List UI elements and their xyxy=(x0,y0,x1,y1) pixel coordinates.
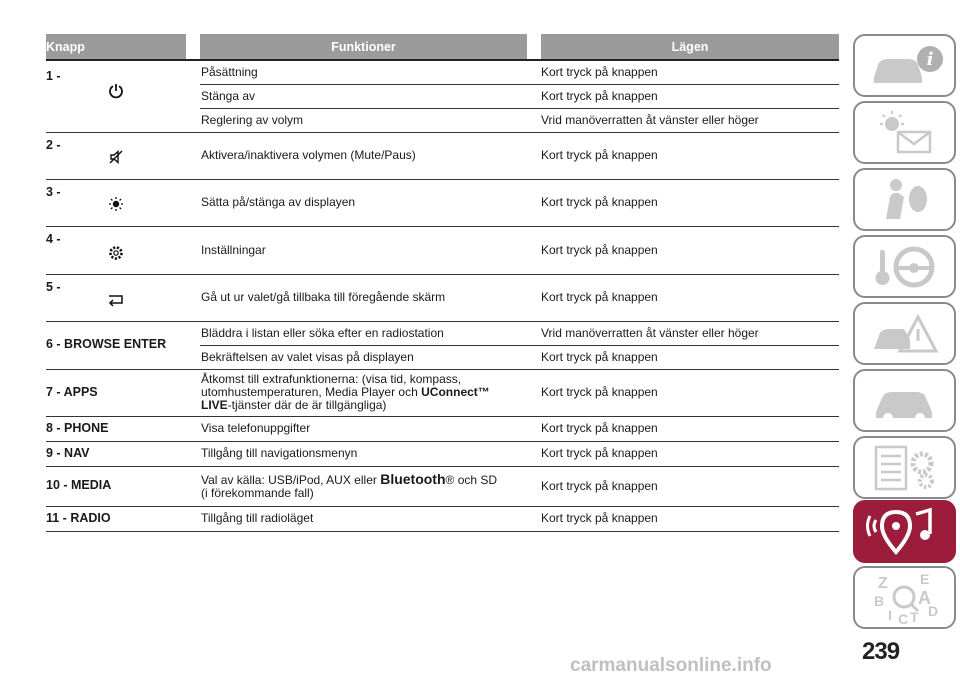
table-row xyxy=(46,179,839,226)
mode-cell: Kort tryck på knappen xyxy=(541,179,839,226)
gap-cell xyxy=(527,345,541,369)
gap-cell xyxy=(186,226,200,274)
alphabetical-index-icon[interactable] xyxy=(853,566,956,629)
button-cell xyxy=(46,132,186,179)
bluetooth-brand: Bluetooth xyxy=(380,470,446,487)
gap-cell xyxy=(527,441,541,466)
svg-text:Z: Z xyxy=(877,574,888,592)
gap-cell xyxy=(186,60,200,132)
table-header-row xyxy=(46,34,839,60)
gap-cell xyxy=(186,416,200,441)
gap-cell xyxy=(527,416,541,441)
key-steering-wheel-icon[interactable] xyxy=(853,235,956,298)
watermark: carmanualsonline.info xyxy=(570,655,772,676)
function-cell: Tillgång till navigationsmenyn xyxy=(200,441,527,466)
svg-text:B: B xyxy=(873,592,884,609)
warning-lights-mail-icon[interactable] xyxy=(853,101,956,164)
mode-cell: Vrid manöverratten åt vänster eller höger xyxy=(541,108,839,132)
button-cell xyxy=(46,226,186,274)
gap-cell xyxy=(527,60,541,84)
mute-icon xyxy=(108,149,124,169)
mode-cell: Kort tryck på knappen xyxy=(541,274,839,321)
function-text: ® och SD xyxy=(445,472,498,487)
gap-cell xyxy=(527,321,541,345)
car-info-icon[interactable] xyxy=(853,34,956,97)
table-row xyxy=(46,506,839,531)
header-modes: Lägen xyxy=(541,34,839,60)
gap-cell xyxy=(186,466,200,506)
function-cell: Sätta på/stänga av displayen xyxy=(200,179,527,226)
display-brightness-icon xyxy=(108,196,124,216)
gap-cell xyxy=(527,179,541,226)
gap-cell xyxy=(186,441,200,466)
button-number: 3 - xyxy=(46,184,61,199)
function-cell: Gå ut ur valet/gå tillbaka till föregående skärm xyxy=(200,274,527,321)
function-cell: Bekräftelsen av valet visas på displayen xyxy=(200,345,527,369)
gap-cell xyxy=(186,506,200,531)
mode-cell: Kort tryck på knappen xyxy=(541,84,839,108)
svg-text:C: C xyxy=(897,610,908,626)
function-cell: Bläddra i listan eller söka efter en radiostation xyxy=(200,321,527,345)
button-cell: 7 - APPS xyxy=(46,369,186,416)
accident-warning-icon[interactable] xyxy=(853,302,956,365)
mode-cell: Kort tryck på knappen xyxy=(541,226,839,274)
header-gap xyxy=(527,34,541,60)
button-number: 2 - xyxy=(46,137,61,152)
mode-cell: Kort tryck på knappen xyxy=(541,60,839,84)
gap-cell xyxy=(527,369,541,416)
mode-cell: Kort tryck på knappen xyxy=(541,369,839,416)
gap-cell xyxy=(186,274,200,321)
specs-list-gear-icon[interactable] xyxy=(853,436,956,499)
function-cell: Aktivera/inaktivera volymen (Mute/Paus) xyxy=(200,132,527,179)
function-text: Val av källa: USB/iPod, AUX eller xyxy=(201,472,381,487)
controls-table xyxy=(46,34,839,532)
gap-cell xyxy=(527,226,541,274)
svg-text:i: i xyxy=(926,48,933,70)
brand-name: UConnect™ xyxy=(421,385,490,400)
gap-cell xyxy=(186,369,200,416)
function-text: utomhustemperaturen, Media Player och xyxy=(201,385,422,400)
seatbelt-airbag-icon[interactable] xyxy=(853,168,956,231)
header-gap xyxy=(186,34,200,60)
table-row xyxy=(46,416,839,441)
button-cell xyxy=(46,274,186,321)
table-row xyxy=(46,274,839,321)
svg-text:D: D xyxy=(927,602,938,619)
function-text: (i förekommande fall) xyxy=(201,486,314,501)
settings-gear-icon xyxy=(106,243,126,267)
page-number: 239 xyxy=(862,638,900,665)
power-icon xyxy=(108,83,124,103)
svg-text:T: T xyxy=(909,608,919,625)
table-row xyxy=(46,441,839,466)
function-text: Åtkomst till extrafunktionerna: (visa tid, kompass, xyxy=(201,372,462,387)
gap-cell xyxy=(527,506,541,531)
header-functions: Funktioner xyxy=(200,34,527,60)
function-text: -tjänster där de är tillgängliga) xyxy=(227,397,387,412)
svg-text:I: I xyxy=(887,606,892,623)
mode-cell: Kort tryck på knappen xyxy=(541,345,839,369)
table-row xyxy=(46,369,839,416)
mode-cell: Kort tryck på knappen xyxy=(541,506,839,531)
multimedia-nav-icon[interactable] xyxy=(853,500,956,563)
table-row xyxy=(46,466,839,506)
function-cell xyxy=(200,466,527,506)
button-number: 5 - xyxy=(46,279,61,294)
button-cell xyxy=(46,179,186,226)
function-cell: Stänga av xyxy=(200,84,527,108)
gap-cell xyxy=(186,179,200,226)
car-service-icon[interactable] xyxy=(853,369,956,432)
header-button: Knapp xyxy=(46,34,186,60)
function-cell: Påsättning xyxy=(200,60,527,84)
mode-cell: Kort tryck på knappen xyxy=(541,132,839,179)
brand-name: LIVE xyxy=(201,397,228,412)
mode-cell: Kort tryck på knappen xyxy=(541,416,839,441)
function-cell: Inställningar xyxy=(200,226,527,274)
function-cell: Visa telefonuppgifter xyxy=(200,416,527,441)
gap-cell xyxy=(527,132,541,179)
table-row xyxy=(46,321,839,345)
button-cell xyxy=(46,60,186,132)
table-row xyxy=(46,60,839,84)
mode-cell: Kort tryck på knappen xyxy=(541,466,839,506)
back-arrow-icon xyxy=(107,293,125,311)
button-number: 4 - xyxy=(46,231,61,246)
button-cell: 8 - PHONE xyxy=(46,416,186,441)
table-row xyxy=(46,226,839,274)
gap-cell xyxy=(527,84,541,108)
table-row xyxy=(46,132,839,179)
button-cell: 11 - RADIO xyxy=(46,506,186,531)
gap-cell xyxy=(186,321,200,369)
function-cell: Reglering av volym xyxy=(200,108,527,132)
svg-text:A: A xyxy=(917,587,931,608)
mode-cell: Vrid manöverratten åt vänster eller höger xyxy=(541,321,839,345)
button-number: 1 - xyxy=(46,69,61,83)
function-cell xyxy=(200,369,527,416)
button-cell: 10 - MEDIA xyxy=(46,466,186,506)
gap-cell xyxy=(527,108,541,132)
button-cell: 6 - BROWSE ENTER xyxy=(46,321,186,369)
mode-cell: Kort tryck på knappen xyxy=(541,441,839,466)
gap-cell xyxy=(527,466,541,506)
button-cell: 9 - NAV xyxy=(46,441,186,466)
function-cell: Tillgång till radioläget xyxy=(200,506,527,531)
svg-text:E: E xyxy=(919,570,929,587)
gap-cell xyxy=(186,132,200,179)
gap-cell xyxy=(527,274,541,321)
